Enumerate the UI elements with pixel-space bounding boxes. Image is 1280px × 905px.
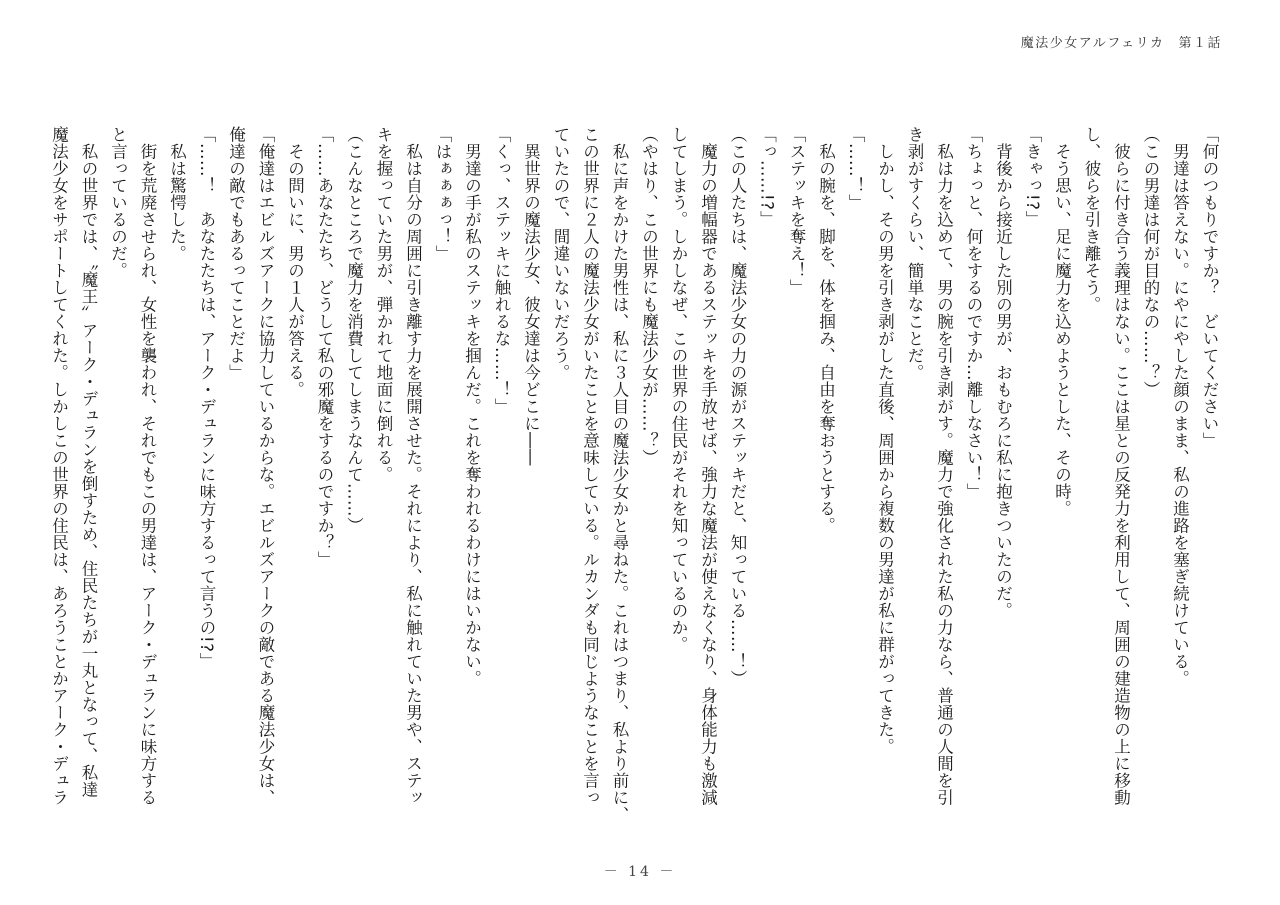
- text-line: しかし、その男を引き剥がした直後、周囲から複数の男達が私に群がってきた。: [875, 126, 895, 755]
- text-line: 私の腕を、脚を、体を掴み、自由を奪おうとする。: [816, 126, 836, 534]
- text-line: し、彼らを引き離そう。: [1082, 126, 1101, 313]
- book-title: 魔法少女アルフェリカ: [1020, 36, 1165, 51]
- text-line: 私は力を込めて、男の腕を引き剥がす。魔力で強化された私の力なら、普通の人間を引: [934, 126, 954, 806]
- text-line: キを握っていた男が、弾かれて地面に倒れる。: [374, 126, 393, 483]
- text-line: 「……！ あなたたちは、アーク・デュランに味方するって言うの!?」: [197, 126, 216, 670]
- text-line: と言っているのだ。: [108, 126, 128, 279]
- text-line: 魔力の増幅器であるステッキを手放せば、強力な魔法が使えなくなり、身体能力も激減: [698, 126, 718, 806]
- vertical-body-text: [49, 126, 1224, 823]
- running-header: [1021, 32, 1222, 51]
- text-line: 「何のつもりですか？ どいてください」: [1200, 126, 1219, 449]
- text-line: 私に声をかけた男性は、私に３人目の魔法少女かと尋ねた。これはつまり、私より前に、: [610, 126, 629, 823]
- text-line: き剥がすくらい、簡単なことだ。: [905, 126, 924, 381]
- text-line: 「……！」: [846, 126, 865, 211]
- text-line: そう思い、足に魔力を込めようとした、その時。: [1052, 126, 1072, 517]
- text-line: 「ちょっと、何をするのですか…離しなさい！」: [964, 126, 983, 500]
- text-line: この世界に２人の魔法少女がいたことを意味している。ルカンダも同じようなことを言っ: [580, 126, 600, 806]
- text-line: 「ステッキを奪え！」: [787, 126, 806, 296]
- text-line: ていたので、間違いないだろう。: [551, 126, 570, 381]
- text-line: 魔法少女をサポートしてくれた。しかしこの世界の住民は、あろうことかアーク・デュラ: [49, 126, 69, 806]
- text-line: （やはり、この世界にも魔法少女が……？）: [639, 126, 659, 466]
- text-line: 「きゃっ!?」: [1023, 126, 1042, 228]
- text-line: 街を荒廃させられ、女性を襲われ、それでもこの男達は、アーク・デュランに味方する: [138, 126, 157, 806]
- text-line: （この男達は何が目的なの……？）: [1141, 126, 1160, 398]
- text-line: 私は驚愕した。: [167, 126, 187, 262]
- text-line: 「俺達はエビルズアークに協力しているからな。エビルズアークの敵である魔法少女は、: [256, 126, 275, 806]
- chapter-label: 第１話: [1178, 36, 1222, 51]
- text-line: （こんなところで魔力を消費してしまうなんて……）: [344, 126, 364, 534]
- text-line: してしまう。しかしなぜ、この世界の住民がそれを知っているのか。: [669, 126, 688, 653]
- text-line: 「……あなたたち、どうして私の邪魔をするのですか？」: [315, 126, 334, 568]
- text-line: 「はぁぁぁっ！」: [433, 126, 452, 262]
- text-line: 私の世界では、〝魔王〟アーク・デュランを倒すため、住民たちが一丸となって、私達: [79, 126, 98, 798]
- text-line: 彼らに付き合う義理はない。ここは星との反発力を利用して、周囲の建造物の上に移動: [1111, 126, 1131, 806]
- text-line: 背後から接近した別の男が、おもむろに私に抱きついたのだ。: [993, 126, 1013, 619]
- text-line: 男達の手が私のステッキを掴んだ。これを奪われるわけにはいかない。: [462, 126, 482, 687]
- text-line: 男達は答えない。にやにやした顔のまま、私の進路を塞ぎ続けている。: [1170, 126, 1190, 687]
- page-number: － 14 －: [603, 864, 677, 880]
- text-line: 俺達の敵でもあるってことだよ」: [226, 126, 246, 381]
- text-line: （この人たちは、魔法少女の力の源がステッキだと、知っている……！）: [728, 126, 747, 687]
- text-line: その問いに、男の１人が答える。: [285, 126, 305, 398]
- text-line: 「っ……!?」: [757, 126, 777, 228]
- text-line: 私は自分の周囲に引き離す力を展開させた。それにより、私に触れていた男や、ステッ: [403, 126, 423, 806]
- text-line: 異世界の魔法少女、彼女達は今どこに――: [521, 126, 541, 466]
- text-line: 「くっ、ステッキに触れるな……！」: [492, 126, 511, 415]
